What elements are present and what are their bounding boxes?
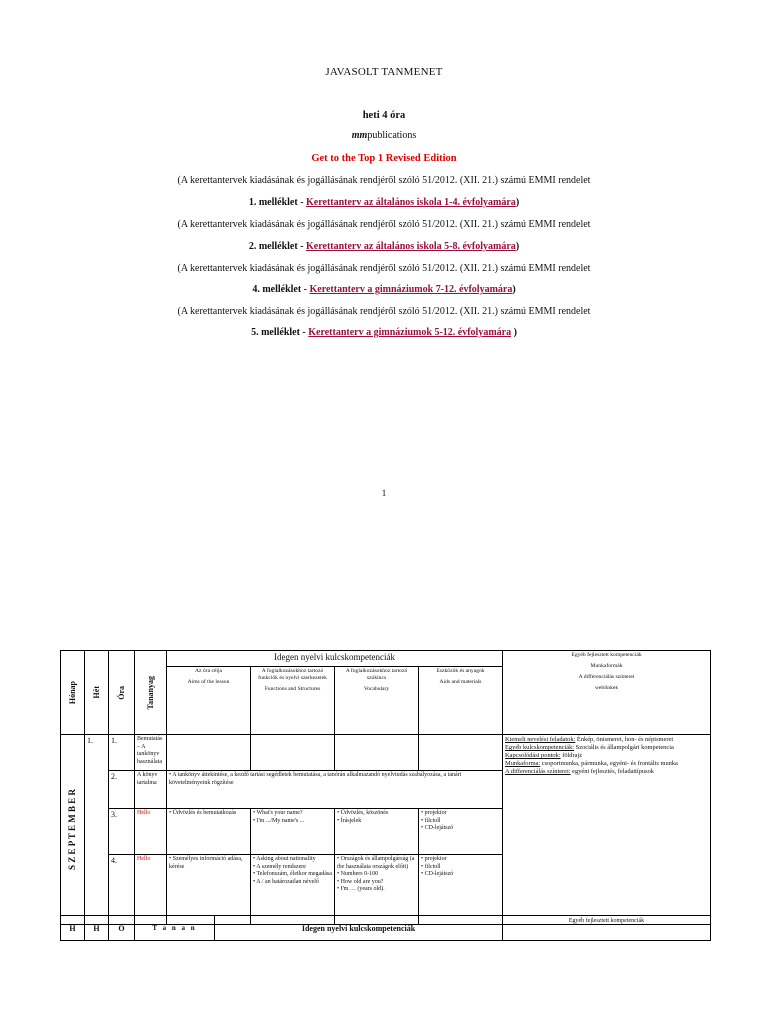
publisher-rest: publications [367, 130, 417, 141]
decree-text: (A kerettantervek kiadásának és jogállásának rendjéről szóló 51/2012. (XII. 21.) számú EMMI rendelet [177, 306, 591, 317]
decree-text: (A kerettantervek kiadásának és jogállásának rendjéről szóló 51/2012. (XII. 21.) számú EMMI rendelet [177, 175, 591, 186]
tools-cell: • projektor • filctoll • CD-lejátszó [419, 855, 503, 925]
aims-cell: • Üdvözlés és bemutatkozás [167, 809, 251, 855]
header-key-competences: Idegen nyelvi kulcskompetenciák [167, 651, 503, 667]
header-week-short: H [85, 916, 109, 941]
hour-number: 3. [109, 809, 135, 855]
header-hour-short: Ó [109, 916, 135, 941]
month-label: S Z E P T E M B E R [67, 789, 77, 870]
topic-cell: Hello [135, 855, 167, 925]
topic-cell: Bemutatás – A tankönyv használata [135, 735, 167, 771]
annex-close: ) [512, 284, 516, 295]
functions-cell: • What's your name? • I'm .../My name's ... [251, 809, 335, 855]
annex-link[interactable]: Kerettanterv a gimnáziumok 5-12. évfolyamára [308, 327, 512, 338]
lesson-plan-table [60, 650, 711, 925]
functions-cell [251, 735, 335, 771]
functions-cell: • Asking about nationality • A személy rendszere • Telefonszám, életkor megadása • A / an határozatlan névelő [251, 855, 335, 925]
header-month: Hónap [61, 651, 85, 735]
weekly-hours: heti 4 óra [362, 110, 406, 121]
header-tools: Eszközök és anyagok Aids and materials [419, 667, 503, 735]
vocabulary-cell: • Üdvözlés, köszönés • Írásjelek [335, 809, 419, 855]
annex-close: ) [515, 197, 520, 208]
vocabulary-cell: • Országok és állampolgárság (a the használata országok előtt) • Numbers 0-100 • How old are you? • I'm … (years old). [335, 855, 419, 925]
publisher [0, 130, 768, 141]
header-topic: Tananyag [135, 651, 167, 735]
aims-cell [167, 735, 251, 771]
annex-line [0, 284, 768, 295]
merged-content-cell: • A tankönyv áttekintése, a kezdő tartási segédletek bemutatása, a tanórán alkalmazandó nyelvtudás szabályozása, a tanári követelményeink rögzítése [167, 771, 503, 809]
topic-cell: A könyv tartalma [135, 771, 167, 809]
lesson-plan-table-continued [60, 915, 711, 941]
aims-cell: • Személyes információ adása, kérése [167, 855, 251, 925]
document-title: JAVASOLT TANMENET [325, 66, 443, 78]
decree-text: (A kerettantervek kiadásának és jogállásának rendjéről szóló 51/2012. (XII. 21.) számú EMMI rendelet [177, 263, 591, 274]
annex-link[interactable]: Kerettanterv az általános iskola 5-8. évfolyamára [306, 241, 516, 252]
annex-label: 5. melléklet - [251, 327, 309, 338]
annex-close: ) [511, 327, 517, 338]
week-number: 1. [85, 735, 109, 925]
annex-line [0, 327, 768, 338]
hour-number: 1. [109, 735, 135, 771]
header-other-competences: Egyéb fejlesztett kompetenciák [503, 916, 711, 941]
header-month-short: H [61, 916, 85, 941]
header-week: Hét [85, 651, 109, 735]
publisher-bold: mm [351, 130, 368, 141]
hour-number: 4. [109, 855, 135, 925]
header-functions: A foglalkozásokhoz tartozó funkciók és nyelvi szerkezetek Functions and Structures [251, 667, 335, 735]
annex-label: 1. melléklet - [248, 197, 307, 208]
topic-cell: Hello [135, 809, 167, 855]
header-key-competences: Idegen nyelvi kulcskompetenciák [215, 916, 503, 941]
hour-number: 2. [109, 771, 135, 809]
other-competences-cell [503, 735, 711, 925]
header-topic-short: T a n a n [135, 916, 215, 941]
tools-cell [419, 735, 503, 771]
edition-title: Get to the Top 1 Revised Edition [311, 153, 457, 164]
vocabulary-cell [335, 735, 419, 771]
header-other-competences: Egyéb fejlesztett kompetenciák Munkaformák A differenciálás színterei weblinkek [503, 651, 711, 735]
annex-label: 2. melléklet - [248, 241, 307, 252]
header-vocabulary: A foglalkozásokhoz tartozó szókincs Vocabulary [335, 667, 419, 735]
annex-label: 4. melléklet - [252, 284, 310, 295]
header-aims: Az óra célja Aims of the lesson [167, 667, 251, 735]
other-key-competences: Egyéb kulcskompetenciák: Szociális és állampolgári kompetencia [505, 744, 674, 751]
tools-cell: • projektor • filctoll • CD-lejátszó [419, 809, 503, 855]
highlighted-tasks: Kiemelt nevelési feladatok: Énkép, önismeret, hon- és népismeret [505, 736, 674, 743]
annex-line [0, 197, 768, 208]
month-cell [61, 735, 85, 925]
work-forms: Munkaforma: csoportmunka, pármunka, egyéni- és frontális munka [505, 760, 678, 767]
connection-points: Kapcsolódási pontok: földrajz [505, 752, 583, 759]
header-hour: Óra [109, 651, 135, 735]
annex-link[interactable]: Kerettanterv a gimnáziumok 7-12. évfolyamára [309, 284, 513, 295]
annex-link[interactable]: Kerettanterv az általános iskola 1-4. évfolyamára [306, 197, 516, 208]
annex-line [0, 241, 768, 252]
decree-text: (A kerettantervek kiadásának és jogállásának rendjéről szóló 51/2012. (XII. 21.) számú EMMI rendelet [177, 219, 591, 230]
page-number: 1 [381, 488, 387, 498]
annex-close: ) [515, 241, 520, 252]
differentiation: A differenciálás színterei: egyéni fejlesztés, feladattípusok [505, 768, 654, 775]
